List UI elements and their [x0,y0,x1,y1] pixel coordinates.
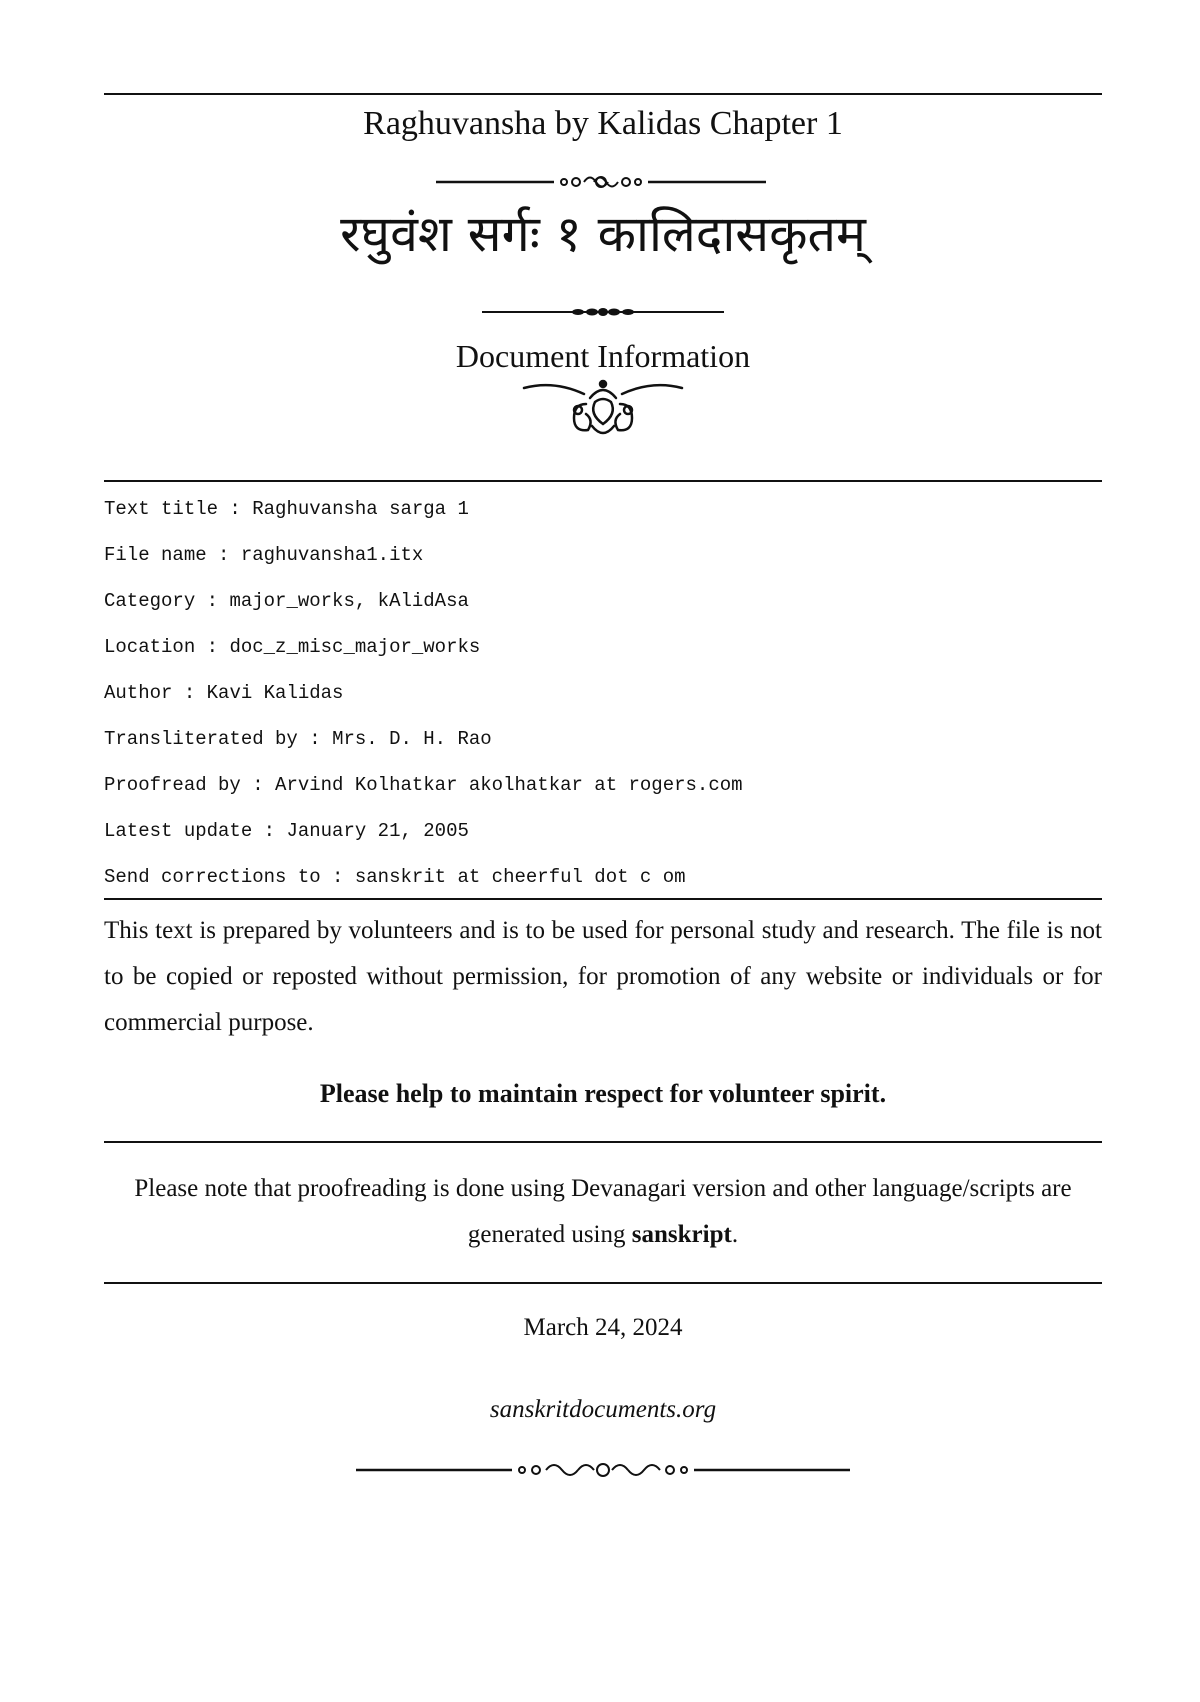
metadata-label: Latest update [104,820,253,842]
metadata-label: Category [104,590,196,612]
metadata-label: File name [104,544,207,566]
metadata-item: Text title : Raghuvansha sarga 1 [104,498,469,520]
metadata-label: Text title [104,498,219,520]
top-rule [104,93,1102,95]
proofread-note: Please note that proofreading is done using Devanagari version and other language/scripts are generated using sanskript. [134,1175,1072,1248]
metadata-value: Mrs. D. H. Rao [332,728,492,750]
metadata-value: major_works, kAlidAsa [229,590,469,612]
note-top-rule [104,1141,1102,1143]
flourish-ornament-icon [520,378,686,442]
sanskript-label: sanskript [631,1221,732,1248]
metadata-value: doc_z_misc_major_works [229,636,481,658]
note-bottom-rule [104,1282,1102,1284]
metadata-item: Send corrections to : sanskrit at cheerful dot c om [104,866,686,888]
metadata-label: Proofread by [104,774,241,796]
metadata-list [104,494,1102,908]
metadata-label: Transliterated by [104,728,298,750]
metadata-item: Category : major_works, kAlidAsa [104,590,469,612]
site-name: sanskritdocuments.org [489,1396,717,1423]
devanagari-title: रघुवंश सर्गः १ कालिदासकृतम् [340,205,866,263]
small-ornament-icon [482,302,724,322]
metadata-item: Transliterated by : Mrs. D. H. Rao [104,728,492,750]
metadata-value: Raghuvansha sarga 1 [252,498,469,520]
metadata-value: Kavi Kalidas [206,682,344,704]
metadata-item: Latest update : January 21, 2005 [104,820,469,842]
document-date: March 24, 2024 [523,1314,683,1341]
document-info-heading: Document Information [455,338,751,374]
metadata-value: raghuvansha1.itx [240,544,424,566]
bottom-ornament-icon [356,1458,850,1482]
metadata-bottom-rule [104,898,1102,900]
ornament-divider-icon [436,170,766,194]
metadata-top-rule [104,480,1102,482]
metadata-item: Proofread by : Arvind Kolhatkar akolhatkar at rogers.com [104,774,743,796]
page-title: Raghuvansha by Kalidas Chapter 1 [363,105,843,142]
metadata-value: January 21, 2005 [286,820,469,842]
metadata-label: Location [104,636,196,658]
respect-line: Please help to maintain respect for volunteer spirit. [319,1079,887,1108]
metadata-value: Arvind Kolhatkar akolhatkar at rogers.com [275,774,743,796]
metadata-item: File name : raghuvansha1.itx [104,544,424,566]
metadata-label: Send corrections to [104,866,321,888]
usage-notice: This text is prepared by volunteers and is to be used for personal study and research. The file is not to be copied or reposted without permission, for promotion of any website or individuals or for commercial purpose. [104,917,1102,1036]
metadata-value: sanskrit at cheerful dot c om [354,866,686,888]
metadata-item: Author : Kavi Kalidas [104,682,344,704]
metadata-item: Location : doc_z_misc_major_works [104,636,481,658]
metadata-label: Author [104,682,173,704]
